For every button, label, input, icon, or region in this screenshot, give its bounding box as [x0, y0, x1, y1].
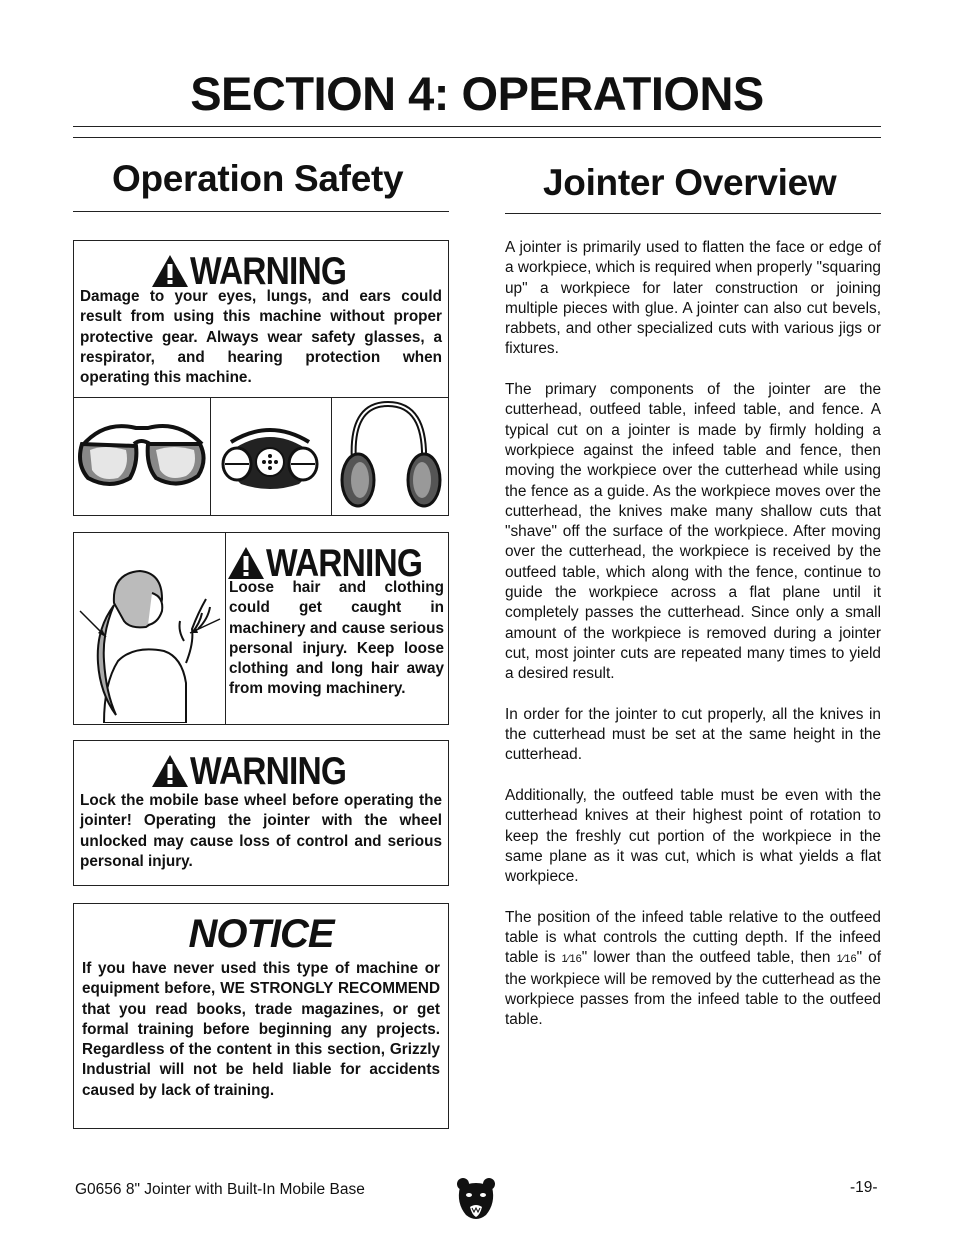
notice-text	[82, 959, 440, 1101]
overview-paragraph-5	[505, 908, 881, 1031]
warning-triangle-icon	[150, 253, 190, 289]
header-rule-bottom	[73, 137, 881, 138]
section-title: SECTION 4: OPERATIONS	[190, 67, 764, 120]
overview-paragraph-1: A jointer is primarily used to flatten the face or edge of a workpiece, which is required when properly "squaring up" a workpiece for later construction or joining multiple pieces with glue. A jointer can also cut bevels, rabbets, and other specialized cuts with various jigs or fixtures.	[505, 239, 881, 358]
overview-paragraph-4: Additionally, the outfeed table must be even with the cutterhead knives at their highest point of rotation to keep the freshly cut portion of the workpiece in the same plane as it was cut, which is what yields a flat workpiece.	[505, 787, 881, 886]
overview-paragraph-3: In order for the jointer to cut properly, all the knives in the cutterhead must be set at the same height in the cutterhead.	[505, 705, 881, 764]
long-hair-person-icon	[74, 533, 224, 723]
ppe-cell-respirator	[211, 398, 332, 515]
header-rule-top	[73, 126, 881, 127]
ppe-image-strip	[74, 397, 448, 515]
notice-text-strong: WE STRONGLY RECOMMEND	[220, 980, 440, 998]
warning-label: WARNING	[190, 749, 347, 793]
fraction-1-16: 1⁄16	[836, 953, 857, 966]
footer-model-title: G0656 8" Jointer with Built-In Mobile Base	[75, 1181, 365, 1198]
ear-muffs-icon	[332, 398, 446, 510]
notice-box	[73, 903, 449, 1129]
fraction-1-16: 1⁄16	[561, 953, 582, 966]
warning-label: WARNING	[190, 249, 347, 293]
jointer-overview-title: Jointer Overview	[543, 162, 837, 203]
warning-box-loose-hair	[73, 532, 449, 725]
overview-paragraph-2: The primary components of the jointer are the cutterhead, outfeed table, infeed table, and fence. A typical cut on a jointer is made by firmly holding a workpiece against the infeed table and fence, then moving the workpiece over the cutterhead while using the fence as a guide. As the workpiece moves over the cutterhead, the knives make many shallow cuts that "shave" off the surface of the workpiece. After moving over the cutterhead, the workpiece is received by the outfeed table, which along with the fence, continue to guide the workpiece across a flat plane until it completely passes the cutterhead. Since only a small amount of the workpiece is removed during a jointer cut, most jointer cuts are repeated many times to yield a desired result.	[505, 381, 881, 683]
warning-header	[74, 747, 448, 795]
hair-illustration-cell	[74, 533, 226, 724]
warning-box-protective-gear	[73, 240, 449, 516]
p5-part-c: " of the workpiece will be removed by the cutterhead as the workpiece passes from the infeed table to the outfeed table.	[505, 949, 881, 1029]
grizzly-bear-logo-icon	[456, 1177, 496, 1223]
warning-text: Damage to your eyes, lungs, and ears could result from using this machine without proper protective gear. Always wear safety glasses, a respirator, and hearing protection when operating this machine.	[80, 288, 442, 387]
operation-safety-title: Operation Safety	[112, 158, 404, 199]
ppe-cell-glasses	[74, 398, 211, 515]
warning-triangle-icon	[226, 545, 266, 581]
warning-triangle-icon	[150, 753, 190, 789]
notice-text-b: that you read books, trade magazines, or get formal training before beginning any projects. Regardless of the content in this section, Grizzly Industrial will not be held liable for accidents caused by lack of training.	[82, 1000, 440, 1099]
warning-text: Loose hair and clothing could get caught in machinery and cause serious personal injury. Keep loose clothing and long hair away from moving machinery.	[229, 579, 444, 698]
ppe-cell-earmuffs	[332, 398, 448, 515]
warning-text: Lock the mobile base wheel before operating the jointer! Operating the jointer with the wheel unlocked may cause loss of control and serious personal injury.	[80, 792, 442, 870]
jointer-overview-rule	[505, 213, 881, 214]
notice-label: NOTICE	[188, 912, 334, 956]
operation-safety-rule	[73, 211, 449, 212]
warning-box-mobile-base	[73, 740, 449, 886]
safety-glasses-icon	[74, 398, 208, 510]
notice-text-a: If you have never used this type of machine or equipment before,	[82, 960, 440, 998]
p5-part-a: The position of the infeed table relative to the outfeed table is what controls the cutting depth. If the infeed table is	[505, 908, 881, 967]
warning-label: WARNING	[265, 541, 422, 585]
p5-part-b: " lower than the outfeed table, then	[581, 949, 837, 967]
jointer-overview-body	[505, 238, 881, 1051]
respirator-icon	[211, 398, 329, 510]
footer-page-number: -19-	[850, 1179, 878, 1196]
